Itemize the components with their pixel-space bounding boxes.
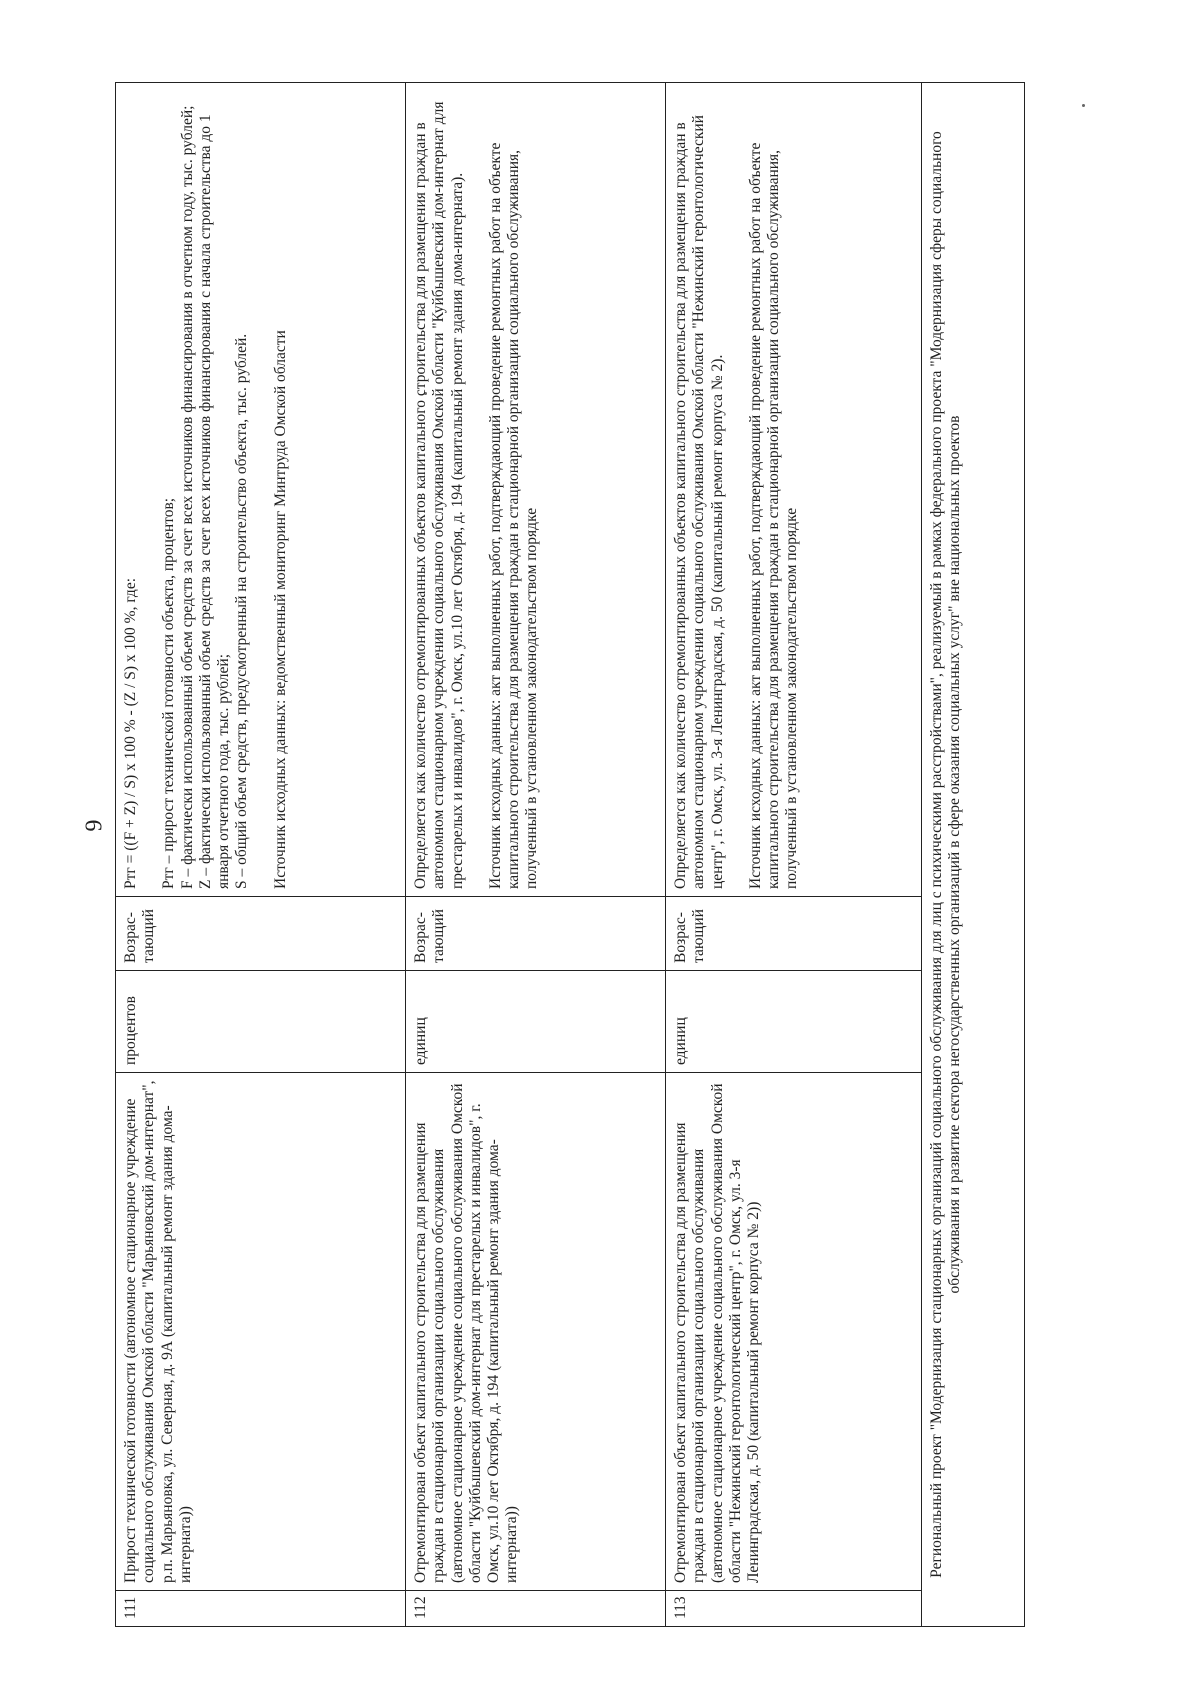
trend-direction: Возрас-тающий — [666, 897, 922, 971]
data-source: Источник исходных данных: акт выполненных работ, подтверждающий проведение ремонтных работ на объекте капитального строительства для размещения граждан в стационарной организации социального обслуживания, полученный в установленном законодательством порядке — [486, 142, 541, 889]
unit-of-measure: процентов — [116, 971, 406, 1073]
unit-of-measure: единиц — [666, 971, 922, 1073]
rotated-table-sheet — [115, 82, 1047, 1627]
table-row — [666, 83, 922, 1627]
indicator-name: Отремонтирован объект капитального строительства для размещения граждан в стационарной организации социального обслуживания (автономное стационарное учреждение социального обслуживания Омской области "Куйбышевский дом-интернат для престарелых и инвалидов", г. Омск, ул.10 лет Октября, д. 194 (капитальный ремонт здания дома-интерната)) — [406, 1073, 666, 1591]
method-text: Определяется как количество отремонтированных объектов капитального строительства для размещения граждан в автономном стационарном учреждении социального обслуживания Омской области "Нежинский геронтологический центр", г. Омск, ул. 3-я Ленинградская, д. 50 (капитальный ремонт корпуса № 2). — [672, 115, 726, 889]
trend-direction: Возрас-тающий — [406, 897, 666, 971]
definition-line: Ртг – прирост технической готовности объекта, процентов; — [160, 497, 178, 889]
indicators-table — [115, 82, 1025, 1627]
formula: Ртг = ((F + Z) / S) х 100 % - (Z / S) х 100 %, где: — [122, 577, 139, 889]
row-number: 112 — [406, 1591, 666, 1627]
calculation-method — [666, 83, 922, 897]
table-row — [406, 83, 666, 1627]
definition-line: Z – фактически использованный объем средств за счет всех источников финансирования с начала строительства до 1 января отчетного года, тыс. рублей; — [196, 114, 233, 889]
trend-direction: Возрас-тающий — [116, 897, 406, 971]
indicator-name: Прирост технической готовности (автономное стационарное учреждение социального обслуживания Омской области "Марьяновский дом-интернат", р.п. Марьяновка, ул. Северная, д. 9А (капитальный ремонт здания дома-интерната)) — [116, 1073, 406, 1591]
regional-project-title: Региональный проект "Модернизация стационарных организаций социального обслуживания для лиц с психическими расстройствами", реализуемый в рамках федерального проекта "Модернизация сферы социального обслуживания и развитие сектора негосударственных организаций в сфере оказания социальных услуг" вне национальных проектов — [922, 83, 1025, 1627]
section-footer-row — [922, 83, 1025, 1627]
calculation-method — [116, 83, 406, 897]
data-source: Источник исходных данных: ведомственный мониторинг Минтруда Омской области — [271, 330, 289, 889]
data-source: Источник исходных данных: акт выполненных работ, подтверждающий проведение ремонтных работ на объекте капитального строительства для размещения граждан в стационарной организации социального обслуживания, полученный в установленном законодательством порядке — [746, 142, 801, 889]
table-row — [116, 83, 406, 1627]
definition-line: F – фактически использованный объем средств за счет всех источников финансирования в отчетном году, тыс. рублей; — [178, 105, 196, 889]
indicator-name: Отремонтирован объект капитального строительства для размещения граждан в стационарной организации социального обслуживания (автономное стационарное учреждение социального обслуживания Омской области "Нежинский геронтологический центр", г. Омск, ул. 3-я Ленинградская, д. 50 (капитальный ремонт корпуса № 2)) — [666, 1073, 922, 1591]
unit-of-measure: единиц — [406, 971, 666, 1073]
page-number: 6 — [79, 819, 106, 832]
row-number: 113 — [666, 1591, 922, 1627]
scan-speck — [1082, 104, 1085, 107]
definition-line: S – общий объем средств, предусмотренный на строительство объекта, тыс. рублей. — [233, 333, 251, 889]
method-text: Определяется как количество отремонтированных объектов капитального строительства для размещения граждан в автономном стационарном учреждении социального обслуживания Омской области "Куйбышевский дом-интернат для престарелых и инвалидов", г. Омск, ул.10 лет Октября, д. 194 (капитальный ремонт здания дома-интерната). — [412, 101, 466, 889]
row-number: 111 — [116, 1591, 406, 1627]
calculation-method — [406, 83, 666, 897]
